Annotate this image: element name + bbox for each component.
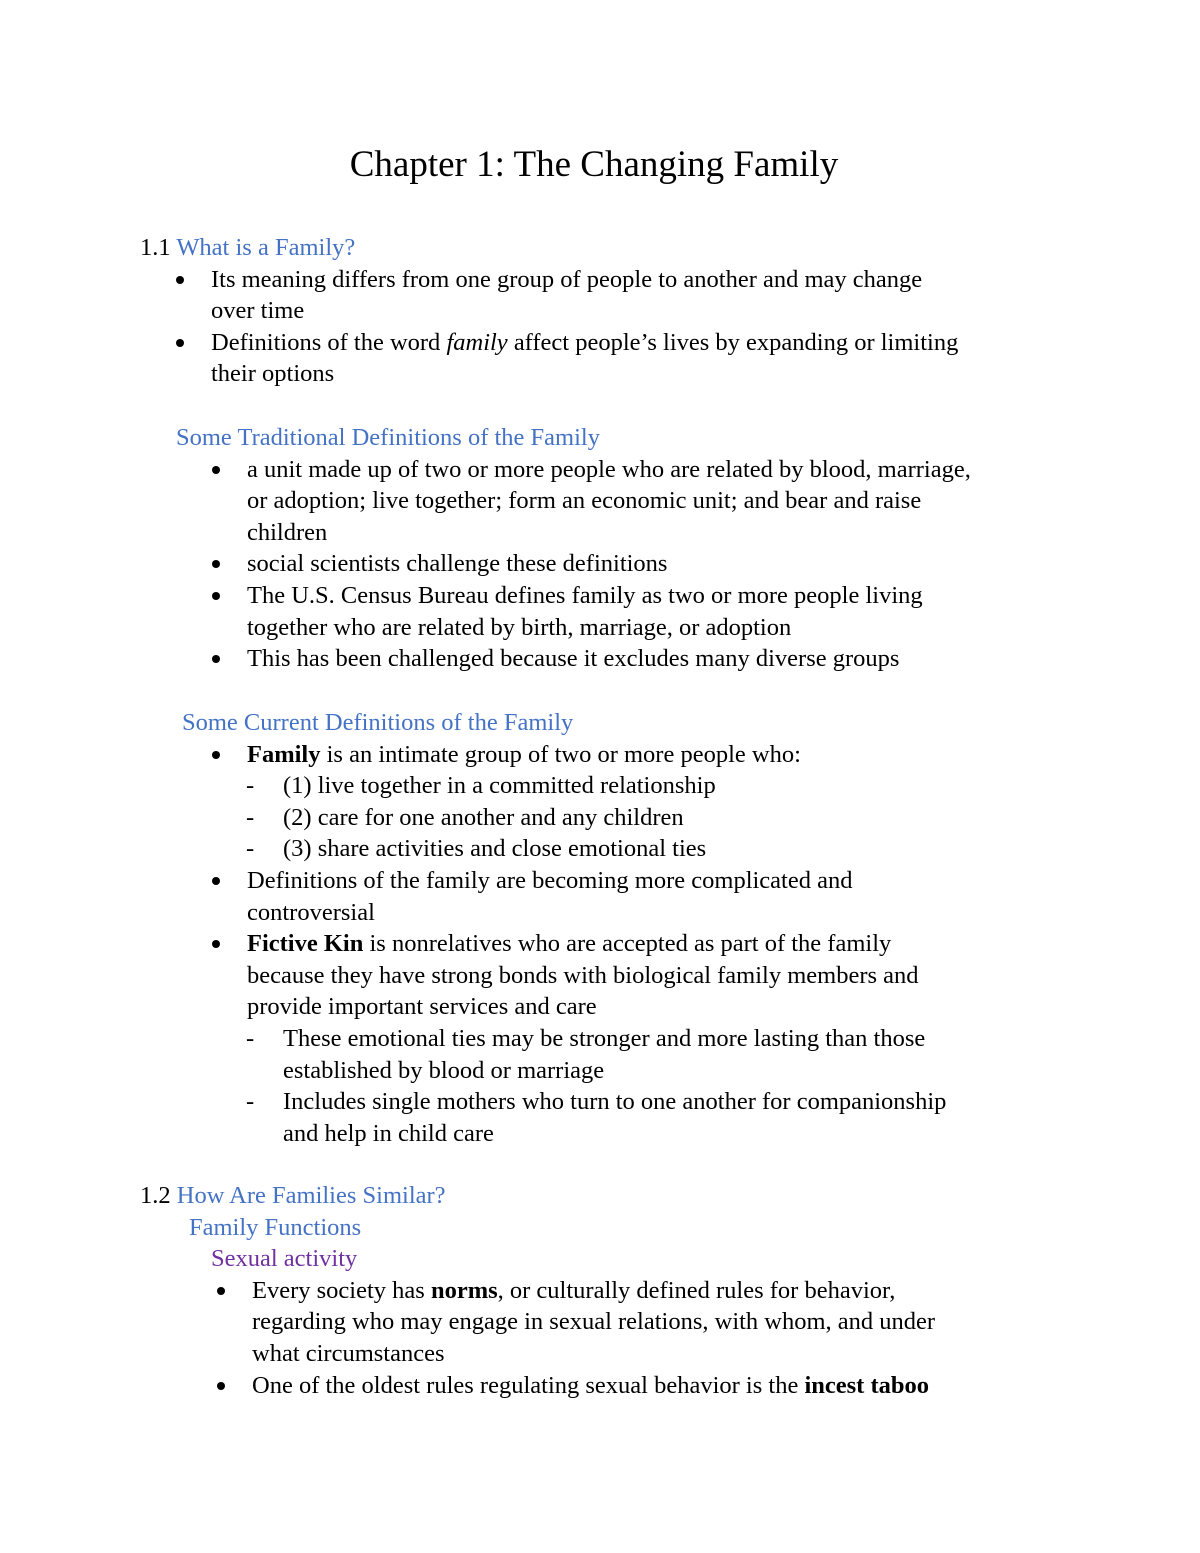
- list-item: Definitions of the family are becoming more complicated and: [247, 865, 1200, 897]
- sub-list-item: - (1) live together in a committed relationship: [283, 770, 1200, 802]
- bullet-icon: [212, 592, 220, 600]
- key-term: Fictive Kin: [247, 930, 364, 958]
- bullet-icon: [217, 1382, 225, 1390]
- list-item: a unit made up of two or more people who are related by blood, marriage,: [247, 454, 1200, 486]
- section-heading: [140, 232, 1200, 264]
- sub-subsection-heading: Sexual activity: [211, 1245, 358, 1273]
- section-number: 1.1: [140, 234, 171, 261]
- bullet-icon: [212, 940, 220, 948]
- list-item-continuation: together who are related by birth, marriage, or adoption: [247, 613, 792, 641]
- list-item-continuation: over time: [211, 297, 305, 325]
- dash-icon: -: [246, 803, 255, 831]
- list-item: Fictive Kin is nonrelatives who are accepted as part of the family: [247, 928, 1200, 960]
- list-item: Family is an intimate group of two or more people who:: [247, 739, 1200, 771]
- section-current-definitions: [0, 707, 1200, 1149]
- bullet-icon: [212, 877, 220, 885]
- list-item-continuation: regarding who may engage in sexual relations, with whom, and under: [252, 1308, 936, 1336]
- list-item: The U.S. Census Bureau defines family as two or more people living: [247, 580, 1200, 612]
- bullet-icon: [217, 1287, 225, 1295]
- dash-icon: -: [246, 1088, 255, 1116]
- list-item: This has been challenged because it excludes many diverse groups: [247, 643, 1200, 675]
- list-item: Definitions of the word family affect people’s lives by expanding or limiting: [211, 327, 1200, 359]
- bullet-icon: [212, 466, 220, 474]
- bullet-icon: [212, 655, 220, 663]
- list-item-continuation: or adoption; live together; form an economic unit; and bear and raise: [247, 487, 922, 515]
- subsection-heading: Some Current Definitions of the Family: [182, 709, 574, 736]
- list-item-continuation: controversial: [247, 898, 375, 926]
- list-item: Every society has norms, or culturally defined rules for behavior,: [252, 1275, 1200, 1307]
- key-term: Family: [247, 740, 321, 768]
- list-item-continuation: children: [247, 518, 328, 546]
- bullet-icon: [176, 339, 184, 347]
- subsection-heading: Some Traditional Definitions of the Family: [176, 424, 600, 451]
- list-item-continuation: because they have strong bonds with biological family members and: [247, 961, 919, 989]
- sub-list-item: - (3) share activities and close emotional ties: [283, 833, 1200, 865]
- page-title: Chapter 1: The Changing Family: [349, 144, 839, 185]
- section-number: 1.2: [140, 1182, 171, 1209]
- list-item: social scientists challenge these definitions: [247, 548, 1200, 580]
- sub-list-item-continuation: established by blood or marriage: [283, 1056, 605, 1084]
- list-item: Its meaning differs from one group of people to another and may change: [211, 264, 1200, 296]
- section-traditional-definitions: [0, 422, 1200, 675]
- list-item-continuation: their options: [211, 360, 335, 388]
- key-term: norms: [430, 1276, 498, 1304]
- sub-list-item-continuation: and help in child care: [283, 1119, 494, 1147]
- section-1-2: [0, 1180, 1200, 1401]
- list-item-continuation: what circumstances: [252, 1339, 445, 1367]
- key-term: incest taboo: [804, 1371, 930, 1399]
- sub-list-item: - Includes single mothers who turn to one another for companionship: [283, 1086, 1200, 1118]
- bullet-icon: [212, 560, 220, 568]
- dash-icon: -: [246, 772, 255, 800]
- list-item-continuation: provide important services and care: [247, 993, 597, 1021]
- section-1-1: [0, 232, 1200, 390]
- list-item: One of the oldest rules regulating sexual behavior is the incest taboo: [252, 1370, 1200, 1402]
- section-title: How Are Families Similar?: [176, 1182, 446, 1209]
- section-title: What is a Family?: [176, 234, 356, 261]
- dash-icon: -: [246, 1024, 255, 1052]
- subsection-heading: Family Functions: [189, 1213, 362, 1241]
- emphasis-text: family: [446, 328, 508, 356]
- bullet-icon: [176, 276, 184, 284]
- sub-list-item: - These emotional ties may be stronger and more lasting than those: [283, 1023, 1200, 1055]
- dash-icon: -: [246, 835, 255, 863]
- sub-list-item: - (2) care for one another and any children: [283, 802, 1200, 834]
- bullet-icon: [212, 751, 220, 759]
- section-heading: [140, 1180, 1200, 1212]
